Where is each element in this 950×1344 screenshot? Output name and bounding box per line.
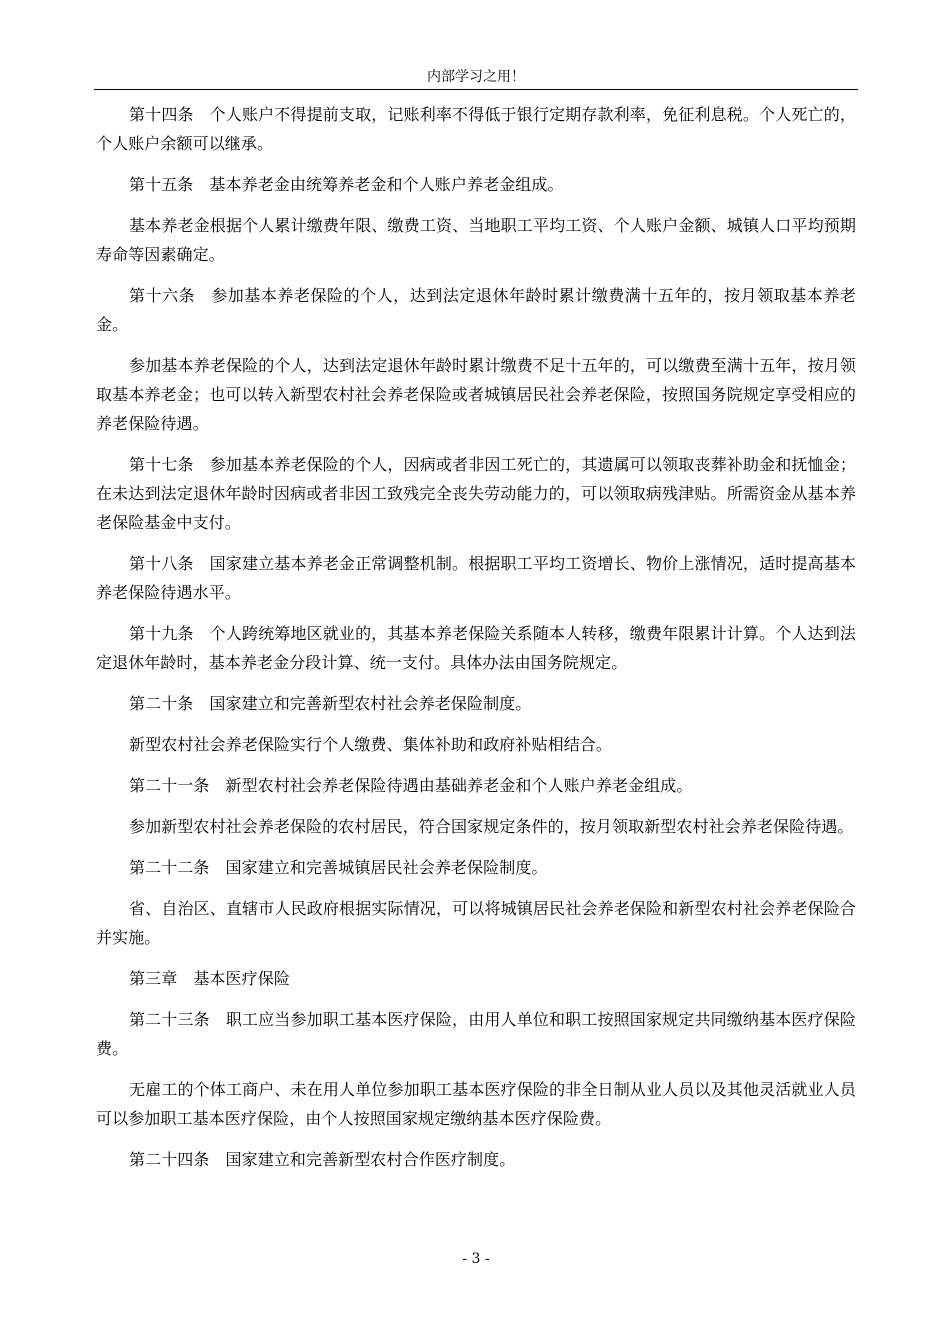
- article-text: 省、自治区、直辖市人民政府根据实际情况，可以将城镇居民社会养老保险和新型农村社会养老保险合并实施。: [96, 899, 856, 947]
- article-text: 新型农村社会养老保险实行个人缴费、集体补助和政府补贴相结合。: [129, 735, 613, 754]
- article-number: 第十六条: [129, 286, 196, 305]
- chapter-number: 第三章: [129, 969, 178, 988]
- paragraph-article-21: [96, 771, 856, 800]
- paragraph-article-20: [96, 689, 856, 718]
- paragraph-article-15-clause-2: [96, 211, 856, 269]
- chapter-heading: [96, 964, 856, 993]
- document-body: [96, 100, 856, 1186]
- paragraph-article-22: [96, 853, 856, 882]
- article-text: 参加基本养老保险的个人，因病或者非因工死亡的，其遗属可以领取丧葬补助金和抚恤金；在未达到法定退休年龄时因病或者非因工致残完全丧失劳动能力的，可以领取病残津贴。所需资金从基本养老保险基金中支付。: [96, 455, 856, 532]
- article-number: 第十七条: [129, 455, 194, 474]
- article-number: 第十五条: [129, 175, 194, 194]
- article-text: 国家建立和完善城镇居民社会养老保险制度。: [225, 858, 548, 877]
- paragraph-article-15: [96, 170, 856, 199]
- article-text: 基本养老金由统筹养老金和个人账户养老金组成。: [209, 175, 564, 194]
- article-number: 第十九条: [129, 624, 194, 643]
- article-text: 新型农村社会养老保险待遇由基础养老金和个人账户养老金组成。: [225, 776, 693, 795]
- paragraph-article-23-clause-2: [96, 1075, 856, 1133]
- paragraph-article-16-clause-2: [96, 351, 856, 438]
- article-text: 国家建立基本养老金正常调整机制。根据职工平均工资增长、物价上涨情况，适时提高基本养老保险待遇水平。: [96, 554, 856, 602]
- paragraph-article-23: [96, 1005, 856, 1063]
- paragraph-article-21-clause-2: [96, 812, 856, 841]
- article-number: 第十四条: [129, 105, 194, 124]
- paragraph-article-14: [96, 100, 856, 158]
- article-text: 参加基本养老保险的个人，达到法定退休年龄时累计缴费满十五年的，按月领取基本养老金。: [96, 286, 856, 334]
- article-text: 职工应当参加职工基本医疗保险，由用人单位和职工按照国家规定共同缴纳基本医疗保险费。: [96, 1010, 856, 1058]
- article-number: 第二十四条: [129, 1150, 210, 1169]
- header-divider: [94, 89, 858, 90]
- article-text: 参加新型农村社会养老保险的农村居民，符合国家规定条件的，按月领取新型农村社会养老保险待遇。: [129, 817, 854, 836]
- article-number: 第二十二条: [129, 858, 210, 877]
- article-text: 个人账户不得提前支取，记账利率不得低于银行定期存款利率，免征利息税。个人死亡的，个人账户余额可以继承。: [96, 105, 856, 153]
- paragraph-article-18: [96, 549, 856, 607]
- article-text: 无雇工的个体工商户、未在用人单位参加职工基本医疗保险的非全日制从业人员以及其他灵活就业人员可以参加职工基本医疗保险，由个人按照国家规定缴纳基本医疗保险费。: [96, 1080, 856, 1128]
- article-number: 第十八条: [129, 554, 194, 573]
- article-number: 第二十一条: [129, 776, 210, 795]
- article-text: 个人跨统筹地区就业的，其基本养老保险关系随本人转移，缴费年限累计计算。个人达到法定退休年龄时，基本养老金分段计算、统一支付。具体办法由国务院规定。: [96, 624, 856, 672]
- article-text: 参加基本养老保险的个人，达到法定退休年龄时累计缴费不足十五年的，可以缴费至满十五年，按月领取基本养老金；也可以转入新型农村社会养老保险或者城镇居民社会养老保险，按照国务院规定享受相应的养老保险待遇。: [96, 356, 856, 433]
- chapter-title: 基本医疗保险: [193, 969, 290, 988]
- paragraph-article-19: [96, 619, 856, 677]
- page-number: - 3 -: [462, 1251, 490, 1267]
- article-text: 国家建立和完善新型农村合作医疗制度。: [225, 1150, 516, 1169]
- page-header: 内部学习之用！: [427, 69, 525, 85]
- paragraph-article-22-clause-2: [96, 894, 856, 952]
- article-text: 基本养老金根据个人累计缴费年限、缴费工资、当地职工平均工资、个人账户金额、城镇人口平均预期寿命等因素确定。: [96, 216, 856, 264]
- paragraph-article-17: [96, 450, 856, 537]
- article-text: 国家建立和完善新型农村社会养老保险制度。: [209, 694, 532, 713]
- paragraph-article-20-clause-2: [96, 730, 856, 759]
- paragraph-article-16: [96, 281, 856, 339]
- article-number: 第二十条: [129, 694, 194, 713]
- paragraph-article-24: [96, 1145, 856, 1174]
- article-number: 第二十三条: [129, 1010, 210, 1029]
